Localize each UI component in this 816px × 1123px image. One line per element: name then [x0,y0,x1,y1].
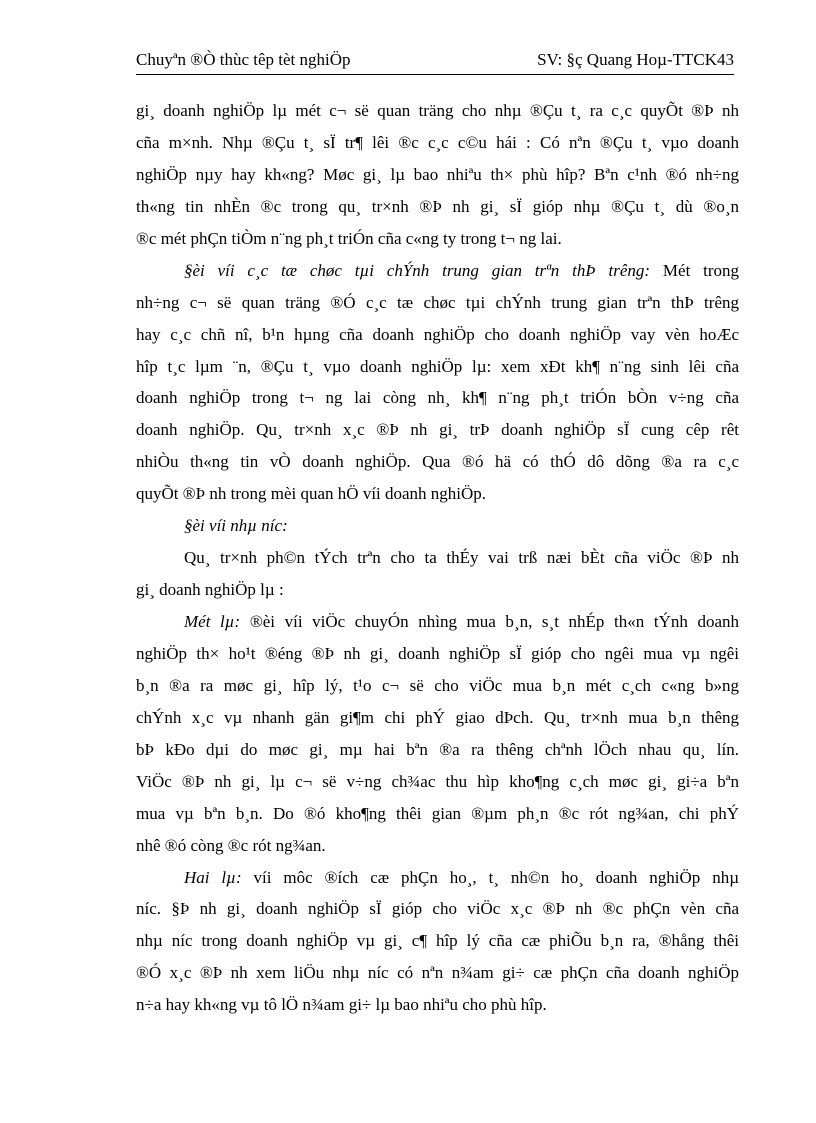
text-line [136,862,739,894]
text-line: ViÖc ®Þ nh gi¸ lµ c¬ së v÷ng ch¾ac thu hìp kho¶ng c¸ch møc gi¸ gi÷a bªn [136,771,739,791]
text-line: ®Ó x¸c ®Þ nh xem liÖu nhµ níc có nªn n¾am gi÷ cæ phÇn cña doanh nghiÖp [136,963,739,983]
text-line: nhê ®ó còng ®c rót ng¾an. [136,835,326,855]
text-line: gi¸ doanh nghiÖp lµ mét c¬ së quan träng cho nhµ ®Çu t¸ ra c¸c quyÕt ®Þ nh [136,101,739,120]
text-line: gi¸ doanh nghiÖp lµ : [136,580,284,600]
text-line: bÞ kÐo dµi do møc gi¸ mµ hai bªn ®a ra thêng chªnh lÖch nhau qu¸ lín. [136,739,739,759]
text-run: Mét trong [650,260,739,280]
text-line: hîp t¸c lµm ¨n, ®Çu t¸ vµo doanh nghiÖp lµ: xem xÐt kh¶ n¨ng sinh lêi cña [136,356,739,376]
text-line: mua vµ bªn b¸n. Do ®ó kho¶ng thêi gian ®µm ph¸n ®c rót ng¾an, chi phÝ [136,803,739,823]
text-line: níc. §Þ nh gi¸ doanh nghiÖp sÏ gióp cho viÖc x¸c ®Þ nh ®c phÇn vèn cña [136,899,739,919]
italic-run: §èi víi c¸c tæ chøc tµi chÝnh trung gian trªn thÞ trêng: [184,260,651,280]
text-line: quyÕt ®Þ nh trong mèi quan hÖ víi doanh nghiÖp. [136,484,487,504]
body-text [136,95,739,1021]
text-line: nghiÖp nµy hay kh«ng? Møc gi¸ lµ bao nhiªu th× phù hîp? Bªn c¹nh ®ó nh÷ng [136,164,739,184]
header-author: SV: §ç Quang Hoµ-TTCK43 [537,50,734,69]
text-line: ®c mét phÇn tiÒm n¨ng ph¸t triÓn cña c«ng ty trong t¬ ng lai. [136,228,562,248]
text-run: ®èi víi viÖc chuyÓn nhìng mua b¸n, s¸t nhÉp th«n tÝnh doanh [240,612,739,631]
text-line: hay c¸c chñ nî, b¹n hµng cña doanh nghiÖp cho doanh nghiÖp vay vèn hoÆc [136,324,739,344]
italic-run: §èi víi nhµ níc: [184,516,288,536]
text-line: doanh nghiÖp. Qu¸ tr×nh x¸c ®Þ nh gi¸ trÞ doanh nghiÖp sÏ cung cêp rêt [136,420,739,440]
text-line: nh÷ng c¬ së quan träng ®Ó c¸c tæ chøc tµi chÝnh trung gian trªn thÞ trêng [136,292,739,312]
italic-run: Hai lµ: [184,867,242,887]
header-divider [136,74,734,75]
text-line: b¸n ®a ra møc gi¸ hîp lý, t¹o c¬ së cho viÖc mua b¸n mét c¸ch c«ng b»ng [136,675,739,695]
text-line: nhµ níc trong doanh nghiÖp vµ gi¸ c¶ hîp lý cña cæ phiÕu b¸n ra, ®hång thêi [136,931,739,951]
header-title: Chuyªn ®Ò thùc têp tèt nghiÖp [136,50,351,69]
text-line: n÷a hay kh«ng vµ tô lÖ n¾am gi÷ lµ bao nhiªu cho phù hîp. [136,995,547,1015]
text-run: víi môc ®ích cæ phÇn ho¸, t¸ nh©n ho¸ doanh nghiÖp nhµ [241,867,739,887]
text-line: Qu¸ tr×nh ph©n tÝch trªn cho ta thÉy vai trß næi bÈt cña viÖc ®Þ nh [184,548,739,568]
text-line: nghiÖp th× ho¹t ®éng ®Þ nh gi¸ doanh nghiÖp sÏ gióp cho ngêi mua vµ ngêi [136,643,739,663]
text-line [136,255,739,287]
text-line: doanh nghiÖp trong t¬ ng lai còng nh¸ kh¶ n¨ng ph¸t triÓn bÒn v÷ng cña [136,388,739,408]
text-line: chÝnh x¸c vµ nhanh gän gi¶m chi phÝ giao dÞch. Qu¸ tr×nh mua b¸n thêng [136,707,739,727]
text-line [136,510,739,542]
text-line: nhiÒu th«ng tin vÒ doanh nghiÖp. Qua ®ó hä có thÓ dô dõng ®a ra c¸c [136,452,739,472]
text-line: cña m×nh. Nhµ ®Çu t¸ sÏ tr¶ lêi ®c c¸c c©u hái : Có nªn ®Çu t¸ vµo doanh [136,132,739,152]
text-line: th«ng tin nhÈn ®c trong qu¸ tr×nh ®Þ nh gi¸ sÏ gióp nhµ ®Çu t¸ dù ®o¸n [136,196,739,216]
italic-run: Mét lµ: [184,612,241,631]
text-line [136,606,739,638]
page-header [136,48,734,72]
